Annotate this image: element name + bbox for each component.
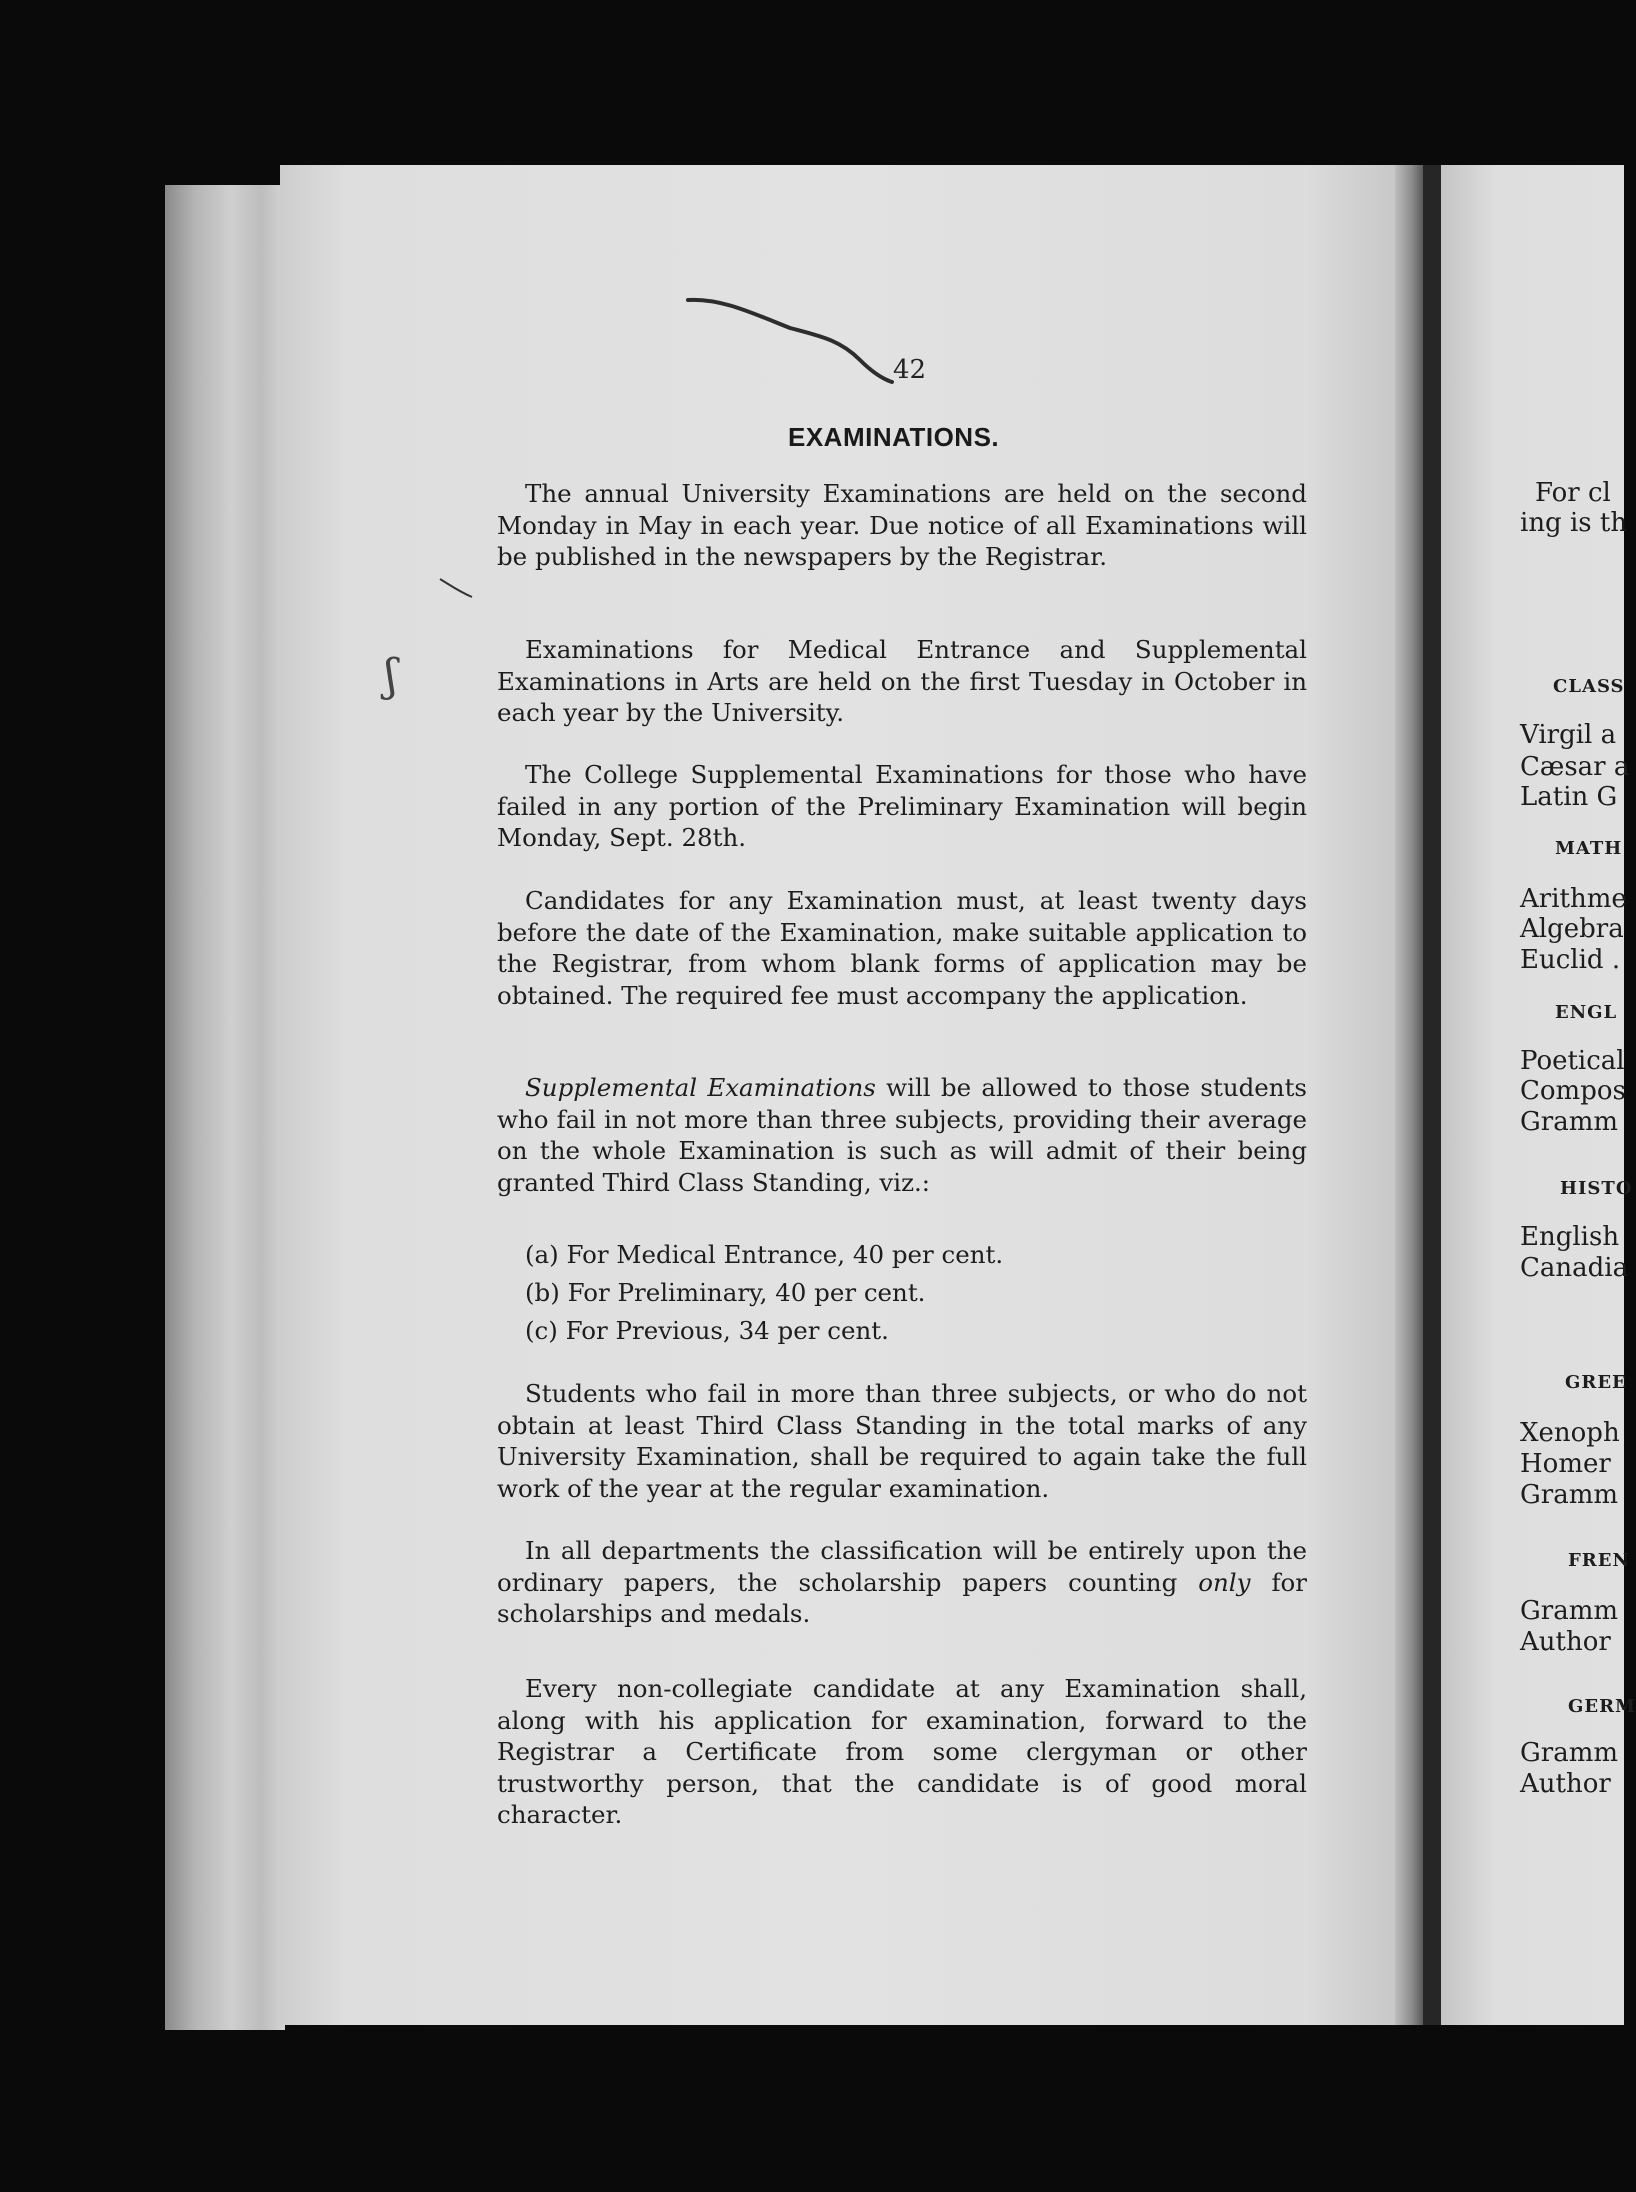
right-page-line: Xenoph [1520, 1418, 1620, 1448]
book-spine [1423, 165, 1441, 2025]
paragraph-annual: The annual University Examinations are held on the second Monday in May in each year. Due notice of all Examinations will be published in the newspapers by the Registrar. [497, 479, 1307, 571]
right-page-heading: ENGL [1555, 1002, 1618, 1023]
right-page-heading: CLASS [1553, 676, 1625, 697]
right-page-line: For cl [1535, 478, 1611, 508]
right-page-line: Arithme [1520, 884, 1627, 914]
classification-italic: only [1198, 1567, 1251, 1597]
right-page-heading: GERM [1568, 1696, 1636, 1717]
paragraph-college-supplemental: The College Supplemental Examinations for those who have failed in any portion of the Preliminary Examination will begin Monday, Sept. 28th. [497, 760, 1307, 852]
paragraph-medical-entrance: Examinations for Medical Entrance and Supplemental Examinations in Arts are held on the first Tuesday in October in each year by the University. [497, 635, 1307, 727]
paragraph-candidates: Candidates for any Examination must, at least twenty days before the date of the Examination, make suitable application to the Registrar, from whom blank forms of application may be obtained. The required fee must accompany the application. [497, 886, 1307, 1010]
paragraph-classification [497, 1535, 1307, 1630]
right-page-line: Gramm [1520, 1480, 1619, 1510]
classification-after: for scholarships and medals. [497, 1567, 1307, 1628]
right-page-line: Poetical [1520, 1046, 1625, 1076]
list-item: (b) For Preliminary, 40 per cent. [525, 1278, 926, 1307]
page-edges [165, 185, 285, 2030]
page-title: EXAMINATIONS. [788, 422, 1000, 452]
right-page-line: Virgil a [1520, 720, 1617, 750]
paragraph-supplemental [497, 1072, 1307, 1198]
right-page-line: Compos [1520, 1076, 1626, 1106]
supplemental-italic: Supplemental Examinations [525, 1073, 876, 1102]
margin-mark: ʃ [385, 650, 397, 701]
right-page-line: Gramm [1520, 1596, 1619, 1626]
list-item: (c) For Previous, 34 per cent. [525, 1316, 889, 1345]
classification-before: In all departments the classification will be entirely upon the ordinary papers, the scholarship papers counting [497, 1536, 1307, 1597]
right-page-heading: FREN [1568, 1550, 1630, 1571]
pencil-scribble [680, 290, 900, 390]
right-page-line: Author [1520, 1769, 1611, 1799]
list-item: (a) For Medical Entrance, 40 per cent. [525, 1240, 1004, 1269]
right-page-line: Gramm [1520, 1107, 1619, 1137]
right-page-heading: MATH [1555, 838, 1623, 859]
paragraph-certificate: Every non-collegiate candidate at any Examination shall, along with his application for examination, forward to the Registrar a Certificate from some clergyman or other trustworthy person, that the candidate is of good moral character. [497, 1674, 1307, 1829]
supplemental-rest: will be allowed to those students who fail in not more than three subjects, providing their average on the whole Examination is such as will admit of their being granted Third Class Standing, viz.: [497, 1073, 1307, 1197]
right-page-line: ing is th [1520, 508, 1628, 538]
right-page-line: Algebra [1520, 914, 1624, 944]
right-page-line: Latin G [1520, 782, 1618, 812]
right-page-line: Cæsar a [1520, 752, 1630, 782]
gutter-shadow [1395, 165, 1423, 2025]
paragraph-students-fail: Students who fail in more than three subjects, or who do not obtain at least Third Class Standing in the total marks of any University Examination, shall be required to again take the full work of the year at the regular examination. [497, 1379, 1307, 1503]
right-page-line: Homer [1520, 1449, 1611, 1479]
margin-tick [438, 575, 478, 605]
right-page-line: English [1520, 1222, 1620, 1252]
right-page-line: Canadia [1520, 1253, 1629, 1283]
right-page-line: Euclid . [1520, 945, 1621, 975]
page-number: 42 [893, 355, 927, 385]
right-page-heading: GREE [1565, 1372, 1627, 1393]
right-page-line: Gramm [1520, 1738, 1619, 1768]
right-page-heading: HISTO [1560, 1178, 1633, 1199]
right-page-line: Author [1520, 1627, 1611, 1657]
